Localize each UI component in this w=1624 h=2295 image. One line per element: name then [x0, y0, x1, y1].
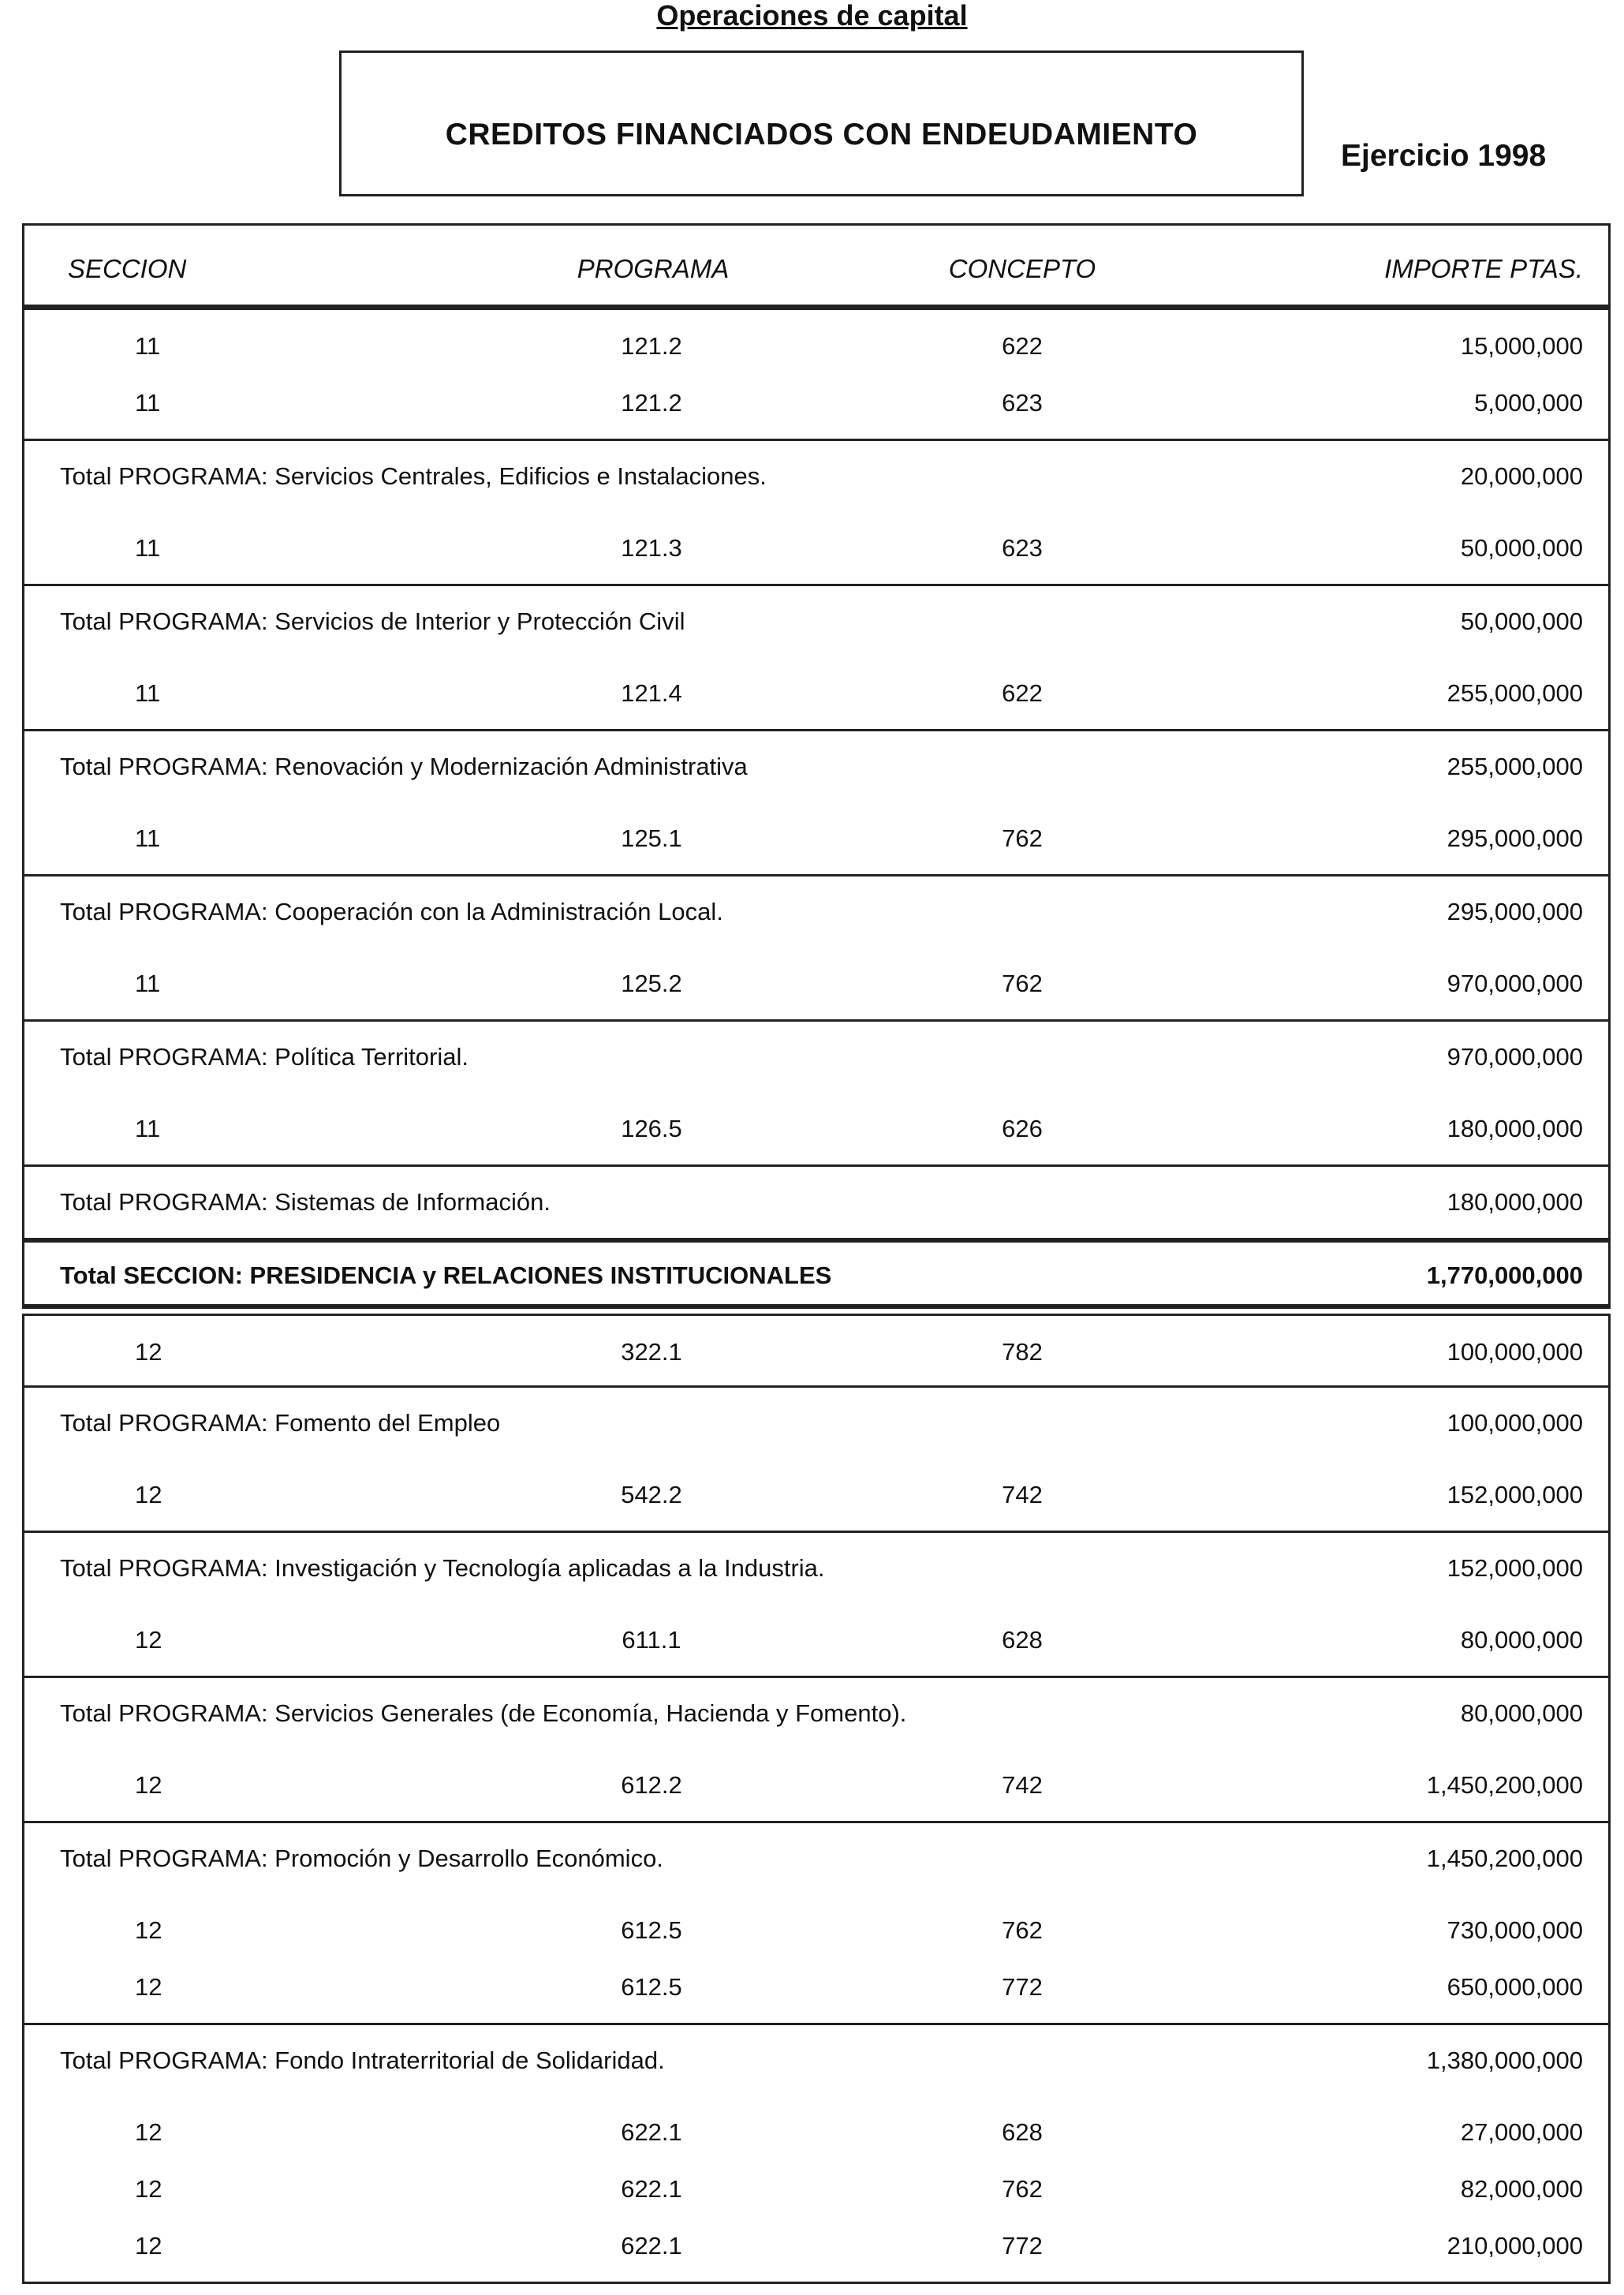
data-block [22, 1749, 1611, 1823]
cell-importe: 15,000,000 [1460, 332, 1583, 360]
cell-programa: 125.2 [621, 970, 682, 997]
cell-importe: 255,000,000 [1447, 679, 1583, 707]
data-block [22, 310, 1611, 441]
seccion-total-label: Total SECCION: PRESIDENCIA y RELACIONES INSTITUCIONALES [60, 1262, 832, 1289]
program-total-label: Total PROGRAMA: Política Territorial. [60, 1043, 469, 1071]
cell-importe: 27,000,000 [1460, 2118, 1583, 2146]
table-row [24, 1612, 1608, 1669]
program-total-importe: 50,000,000 [1460, 607, 1583, 635]
cell-seccion: 11 [135, 389, 161, 417]
cell-programa: 612.2 [621, 1771, 682, 1799]
cell-seccion: 11 [135, 534, 161, 562]
cell-concepto: 772 [1002, 2232, 1043, 2259]
table-row [24, 2218, 1608, 2274]
table-row [24, 1959, 1608, 2016]
table-row [24, 1467, 1608, 1523]
title-box [339, 50, 1304, 196]
program-total-row [22, 441, 1611, 512]
cell-concepto: 623 [1002, 534, 1043, 562]
program-total-importe: 255,000,000 [1447, 753, 1583, 780]
data-block [22, 2096, 1611, 2284]
cell-programa: 611.1 [622, 1626, 681, 1654]
program-total-row [22, 1678, 1611, 1749]
cell-seccion: 12 [135, 2118, 162, 2146]
cell-seccion: 12 [135, 1973, 162, 2001]
program-total-importe: 970,000,000 [1447, 1043, 1583, 1071]
cell-importe: 295,000,000 [1447, 824, 1583, 852]
program-total-label: Total PROGRAMA: Fondo Intraterritorial de Solidaridad. [60, 2046, 665, 2074]
program-total-importe: 180,000,000 [1447, 1188, 1583, 1216]
table-row [24, 318, 1608, 375]
table-row [24, 520, 1608, 577]
cell-importe: 50,000,000 [1460, 534, 1583, 562]
table-row [24, 2104, 1608, 2161]
table-row [24, 665, 1608, 722]
cell-seccion: 11 [135, 970, 161, 997]
program-total-row [22, 1823, 1611, 1894]
program-total-row [22, 731, 1611, 802]
cell-concepto: 628 [1002, 1626, 1043, 1654]
cell-importe: 80,000,000 [1460, 1626, 1583, 1654]
seccion-total-importe: 1,770,000,000 [1426, 1262, 1583, 1289]
cell-programa: 612.5 [621, 1916, 682, 1944]
program-total-row [22, 877, 1611, 948]
cell-programa: 542.2 [621, 1481, 682, 1508]
program-total-label: Total PROGRAMA: Cooperación con la Administración Local. [60, 898, 723, 925]
data-block [22, 948, 1611, 1022]
cell-importe: 650,000,000 [1447, 1973, 1583, 2001]
cell-programa: 322.1 [621, 1338, 682, 1366]
fiscal-year: Ejercicio 1998 [1341, 139, 1547, 173]
cell-seccion: 12 [135, 2175, 162, 2203]
cell-seccion: 12 [135, 1626, 162, 1654]
cell-programa: 121.3 [621, 534, 682, 562]
data-block [22, 1093, 1611, 1167]
cell-importe: 180,000,000 [1447, 1115, 1583, 1142]
program-total-label: Total PROGRAMA: Investigación y Tecnología aplicadas a la Industria. [60, 1554, 825, 1582]
program-total-row [22, 1533, 1611, 1604]
cell-concepto: 762 [1002, 824, 1043, 852]
table-row [24, 2161, 1608, 2218]
program-total-importe: 1,450,200,000 [1426, 1845, 1583, 1872]
cell-seccion: 11 [135, 824, 161, 852]
cell-concepto: 628 [1002, 2118, 1043, 2146]
cell-programa: 121.4 [621, 679, 682, 707]
cell-importe: 82,000,000 [1460, 2175, 1583, 2203]
program-total-importe: 100,000,000 [1447, 1409, 1583, 1437]
cell-programa: 622.1 [621, 2175, 682, 2203]
program-total-row [22, 1388, 1611, 1459]
program-total-label: Total PROGRAMA: Renovación y Modernización Administrativa [60, 753, 748, 780]
program-total-importe: 1,380,000,000 [1426, 2046, 1583, 2074]
program-total-label: Total PROGRAMA: Promoción y Desarrollo Económico. [60, 1845, 663, 1872]
program-total-importe: 295,000,000 [1447, 898, 1583, 925]
program-total-label: Total PROGRAMA: Sistemas de Información. [60, 1188, 551, 1216]
header-concepto: CONCEPTO [948, 254, 1096, 283]
cell-seccion: 12 [135, 1771, 162, 1799]
table-row [24, 955, 1608, 1012]
cell-seccion: 12 [135, 1481, 162, 1508]
data-block [22, 512, 1611, 586]
cell-programa: 126.5 [621, 1115, 682, 1142]
table-row [24, 1324, 1608, 1381]
data-block [22, 1894, 1611, 2025]
program-total-row [22, 1167, 1611, 1238]
table-row [24, 1101, 1608, 1157]
cell-seccion: 11 [135, 679, 161, 707]
cell-programa: 125.1 [621, 824, 682, 852]
cell-concepto: 762 [1002, 1916, 1043, 1944]
program-total-importe: 80,000,000 [1460, 1699, 1583, 1727]
table-header [22, 223, 1611, 310]
program-total-importe: 152,000,000 [1447, 1554, 1583, 1582]
data-block [22, 1604, 1611, 1678]
cell-seccion: 11 [135, 1115, 161, 1142]
cell-concepto: 782 [1002, 1338, 1043, 1366]
cell-programa: 622.1 [621, 2232, 682, 2259]
cell-importe: 210,000,000 [1447, 2232, 1583, 2259]
data-block [22, 657, 1611, 731]
cell-importe: 152,000,000 [1447, 1481, 1583, 1508]
cell-concepto: 762 [1002, 2175, 1043, 2203]
cell-programa: 121.2 [621, 389, 682, 417]
table-row [24, 375, 1608, 432]
cell-concepto: 622 [1002, 679, 1043, 707]
cell-programa: 121.2 [621, 332, 682, 360]
cell-programa: 622.1 [621, 2118, 682, 2146]
program-total-row [22, 586, 1611, 657]
table-row [24, 1757, 1608, 1814]
table-row [24, 810, 1608, 867]
data-block [22, 1459, 1611, 1533]
header-programa: PROGRAMA [577, 254, 730, 283]
cell-seccion: 12 [135, 2232, 162, 2259]
cell-seccion: 12 [135, 1338, 162, 1366]
cell-importe: 5,000,000 [1474, 389, 1583, 417]
program-total-label: Total PROGRAMA: Servicios Centrales, Edificios e Instalaciones. [60, 462, 767, 490]
cell-concepto: 762 [1002, 970, 1043, 997]
cell-concepto: 742 [1002, 1481, 1043, 1508]
cell-concepto: 626 [1002, 1115, 1043, 1142]
cell-concepto: 622 [1002, 332, 1043, 360]
cell-importe: 1,450,200,000 [1426, 1771, 1583, 1799]
program-total-label: Total PROGRAMA: Servicios de Interior y Protección Civil [60, 607, 685, 635]
program-total-label: Total PROGRAMA: Fomento del Empleo [60, 1409, 501, 1437]
header-seccion: SECCION [68, 254, 187, 283]
cell-concepto: 742 [1002, 1771, 1043, 1799]
data-block [22, 802, 1611, 877]
cell-concepto: 623 [1002, 389, 1043, 417]
program-total-row [22, 1022, 1611, 1093]
cell-programa: 612.5 [621, 1973, 682, 2001]
cell-seccion: 12 [135, 1916, 162, 1944]
seccion-total-row [22, 1238, 1611, 1309]
cell-importe: 100,000,000 [1447, 1338, 1583, 1366]
cell-seccion: 11 [135, 332, 161, 360]
data-block [22, 1314, 1611, 1388]
program-total-label: Total PROGRAMA: Servicios Generales (de Economía, Hacienda y Fomento). [60, 1699, 907, 1727]
box-title: CREDITOS FINANCIADOS CON ENDEUDAMIENTO [445, 118, 1198, 151]
program-total-importe: 20,000,000 [1460, 462, 1583, 490]
program-total-row [22, 2025, 1611, 2096]
cell-concepto: 772 [1002, 1973, 1043, 2001]
cell-importe: 970,000,000 [1447, 970, 1583, 997]
page-title: Operaciones de capital [656, 0, 968, 32]
cell-importe: 730,000,000 [1447, 1916, 1583, 1944]
header-importe: IMPORTE PTAS. [1384, 254, 1583, 283]
table-row [24, 1902, 1608, 1959]
